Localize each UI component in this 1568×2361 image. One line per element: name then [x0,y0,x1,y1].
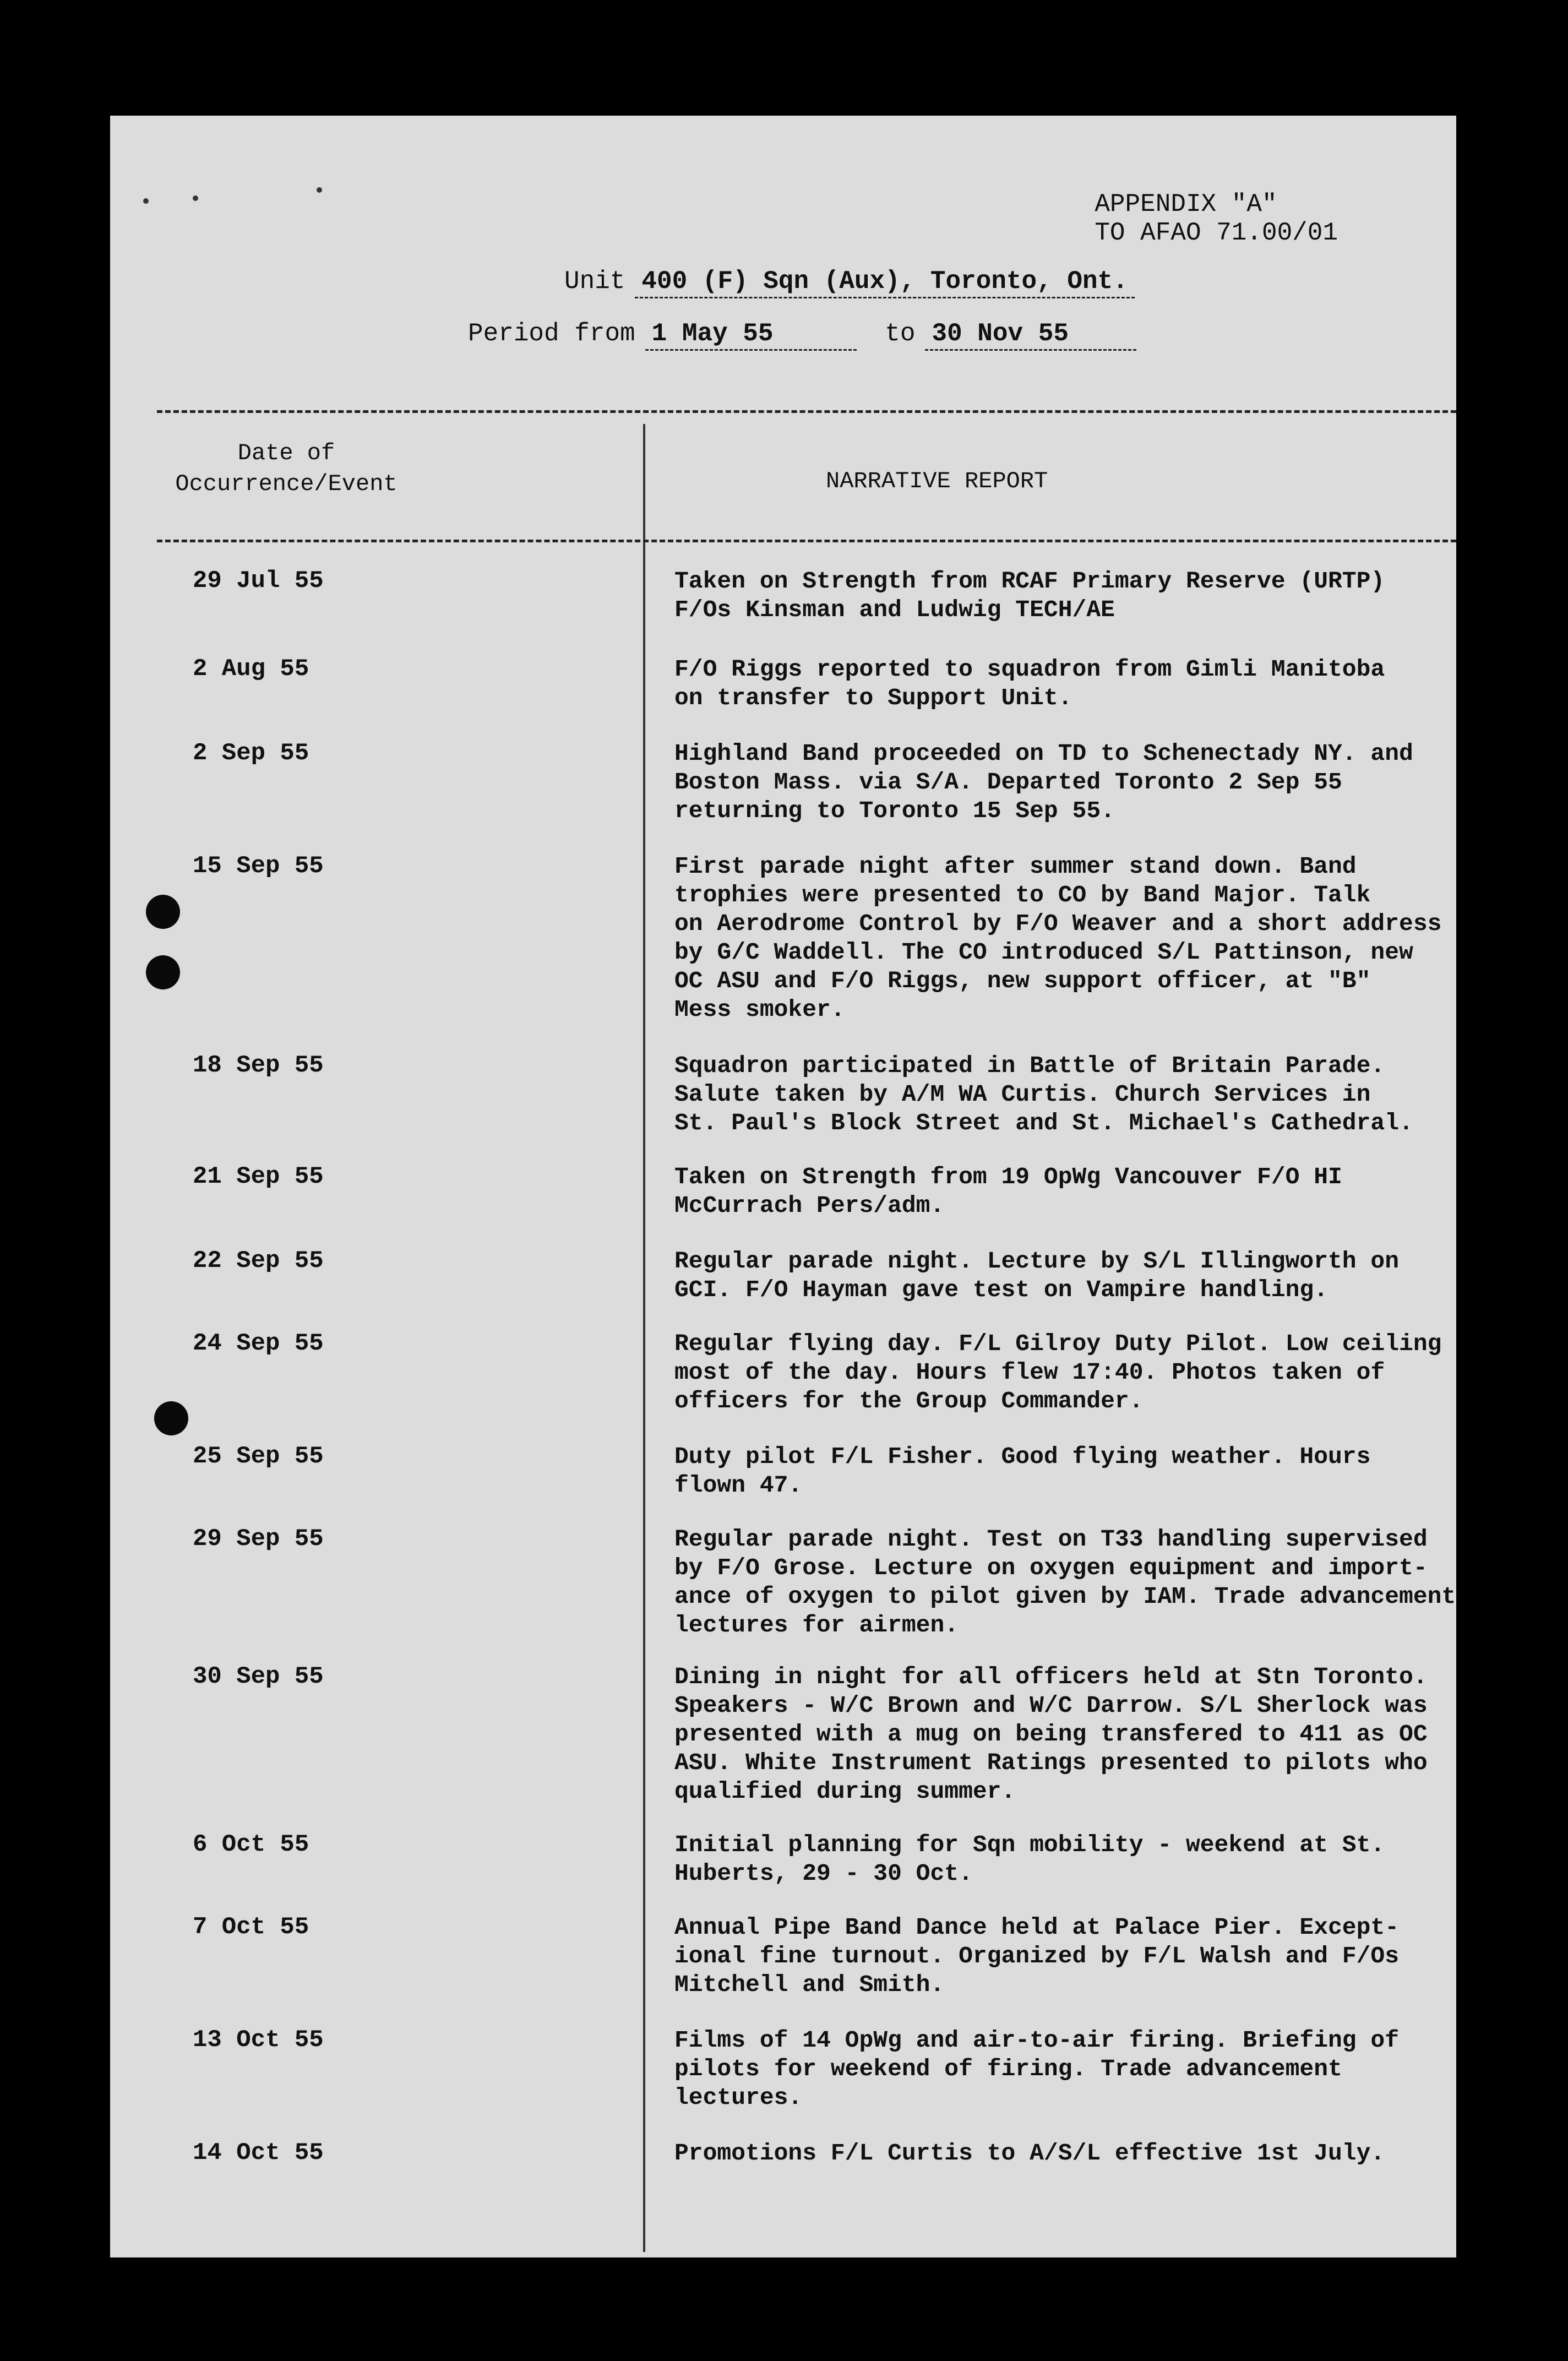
entry-date: 2 Aug 55 [193,655,309,683]
punch-hole [146,895,180,929]
entry-date: 15 Sep 55 [193,852,324,880]
entry-text: Squadron participated in Battle of Britain Parade. Salute taken by A/M WA Curtis. Church Services in St. Paul's Block Street and St. Michael's Cathedral. [674,1052,1413,1136]
entry-date: 29 Jul 55 [193,567,324,595]
entry-date: 21 Sep 55 [193,1163,324,1190]
unit-label: Unit [564,267,625,296]
entry-date: 14 Oct 55 [193,2139,324,2167]
paper-speck [193,195,198,201]
entry-text: F/O Riggs reported to squadron from Gimli Manitoba on transfer to Support Unit. [674,656,1385,711]
column-header-divider [157,540,1456,542]
unit-line [564,267,1135,298]
entry-text: Regular parade night. Test on T33 handling supervised by F/O Grose. Lecture on oxygen equipment and import- ance of oxygen to pilot given by IAM. Trade advancement lectures for airmen. [674,1526,1456,1639]
entry-text: Films of 14 OpWg and air-to-air firing. Briefing of pilots for weekend of firing. Trade advancement lectures. [674,2027,1400,2111]
punch-hole [154,1401,188,1435]
entry-text: Taken on Strength from 19 OpWg Vancouver F/O HI McCurrach Pers/adm. [674,1163,1342,1219]
period-line [468,319,1136,351]
entry-date: 30 Sep 55 [193,1663,324,1690]
period-from-value: 1 May 55 [645,319,857,351]
entry-text: First parade night after summer stand down. Band trophies were presented to CO by Band Major. Talk on Aerodrome Control by F/O Weaver and a short address by G/C Waddell. The CO introduced S/L Pattinson, new OC ASU and F/O Riggs, new support officer, at "B" Mess smoker. [674,853,1442,1023]
period-to-value: 30 Nov 55 [925,319,1136,351]
entry-date: 29 Sep 55 [193,1525,324,1553]
date-column-header [160,438,413,499]
entry-text: Taken on Strength from RCAF Primary Reserve (URTP) F/Os Kinsman and Ludwig TECH/AE [674,568,1385,623]
paper-speck [143,198,149,204]
entry-date: 7 Oct 55 [193,1913,309,1941]
entry-date: 18 Sep 55 [193,1052,324,1079]
appendix-title: APPENDIX "A" [1095,190,1277,219]
entry-text: Initial planning for Sqn mobility - weekend at St. Huberts, 29 - 30 Oct. [674,1831,1385,1887]
entry-text: Duty pilot F/L Fisher. Good flying weather. Hours flown 47. [674,1443,1371,1499]
entry-text: Dining in night for all officers held at Stn Toronto. Speakers - W/C Brown and W/C Darrow. S/L Sherlock was presented with a mug on being transfered to 411 as OC ASU. White Instrument Ratings presented to pilots who qualified during summer. [674,1663,1428,1805]
period-from-label: Period from [468,319,635,348]
column-divider [643,424,645,2252]
entry-text: Regular parade night. Lecture by S/L Illingworth on GCI. F/O Hayman gave test on Vampire handling. [674,1248,1400,1303]
punch-hole [146,955,180,989]
entry-text: Promotions F/L Curtis to A/S/L effective 1st July. [674,2140,1385,2167]
period-to-label: to [885,319,916,348]
entry-text: Regular flying day. F/L Gilroy Duty Pilot. Low ceiling most of the day. Hours flew 17:40. Photos taken of officers for the Group Commander. [674,1330,1442,1415]
paper-speck [317,187,322,193]
entry-text: Annual Pipe Band Dance held at Palace Pier. Except- ional fine turnout. Organized by F/L Walsh and F/Os Mitchell and Smith. [674,1914,1400,1998]
entry-date: 25 Sep 55 [193,1443,324,1470]
entry-text: Highland Band proceeded on TD to Schenectady NY. and Boston Mass. via S/A. Departed Toronto 2 Sep 55 returning to Toronto 15 Sep 55. [674,740,1413,824]
document-page [110,116,1456,2257]
entry-date: 24 Sep 55 [193,1330,324,1357]
date-header-line1: Date of [237,440,335,466]
unit-value: 400 (F) Sqn (Aux), Toronto, Ont. [635,267,1134,298]
date-header-line2: Occurrence/Event [175,471,398,497]
appendix-reference: TO AFAO 71.00/01 [1095,219,1338,247]
entry-date: 22 Sep 55 [193,1247,324,1275]
entry-date: 6 Oct 55 [193,1831,309,1858]
header-divider [157,410,1456,413]
entry-date: 13 Oct 55 [193,2026,324,2054]
entry-date: 2 Sep 55 [193,739,309,767]
narrative-column-header: NARRATIVE REPORT [826,468,1048,494]
appendix-header [1095,190,1338,247]
